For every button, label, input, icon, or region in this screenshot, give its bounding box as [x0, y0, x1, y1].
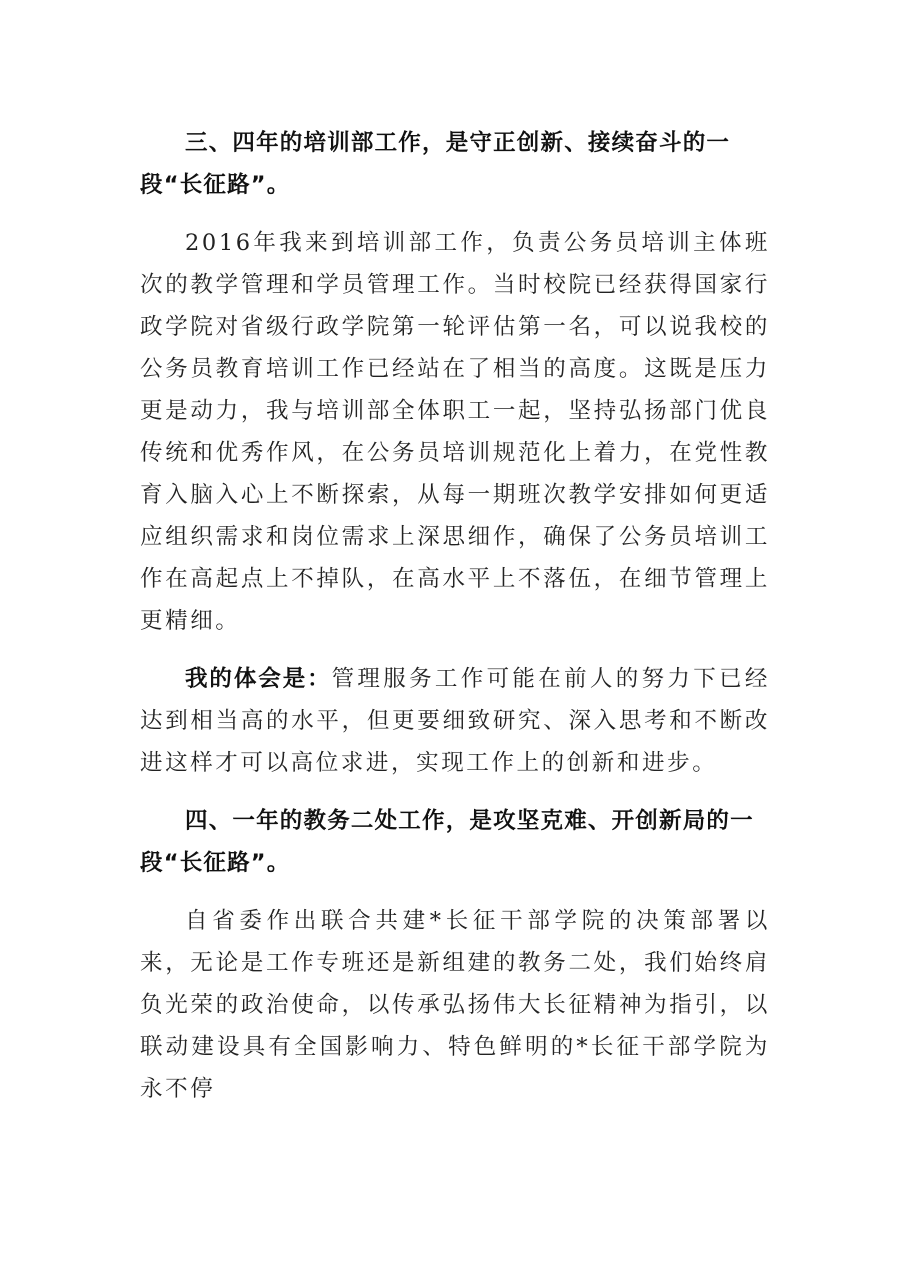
insight-body-text: 管理服务工作可能在前人的努力下已经达到相当高的水平，但更要细致研究、深入思考和不断改进这样才可以高位求进，实现工作上的创新和进步。: [140, 666, 770, 776]
section-3-insight-paragraph: [140, 658, 770, 784]
insight-lead-text: 我的体会是：: [185, 666, 332, 692]
section-3-paragraph: 2016年我来到培训部工作，负责公务员培训主体班次的教学管理和学员管理工作。当时校院已经获得国家行政学院对省级行政学院第一轮评估第一名，可以说我校的公务员教育培训工作已经站在了相当的高度。这既是压力更是动力，我与培训部全体职工一起，坚持弘扬部门优良传统和优秀作风，在公务员培训规范化上着力，在党性教育入脑入心上不断探索，从每一期班次教学安排如何更适应组织需求和岗位需求上深思细作，确保了公务员培训工作在高起点上不掉队，在高水平上不落伍，在细节管理上更精细。: [140, 230, 770, 634]
document-body: [140, 122, 770, 1126]
section-4-heading: 四、一年的教务二处工作，是攻坚克难、开创新局的一段“长征路”。: [140, 808, 754, 876]
section-3-heading: 三、四年的培训部工作，是守正创新、接续奋斗的一段“长征路”。: [140, 130, 731, 198]
section-4-paragraph: 自省委作出联合共建*长征干部学院的决策部署以来，无论是工作专班还是新组建的教务二处，我们始终肩负光荣的政治使命，以传承弘扬伟大长征精神为指引，以联动建设具有全国影响力、特色鲜明的*长征干部学院为永不停: [140, 908, 770, 1102]
